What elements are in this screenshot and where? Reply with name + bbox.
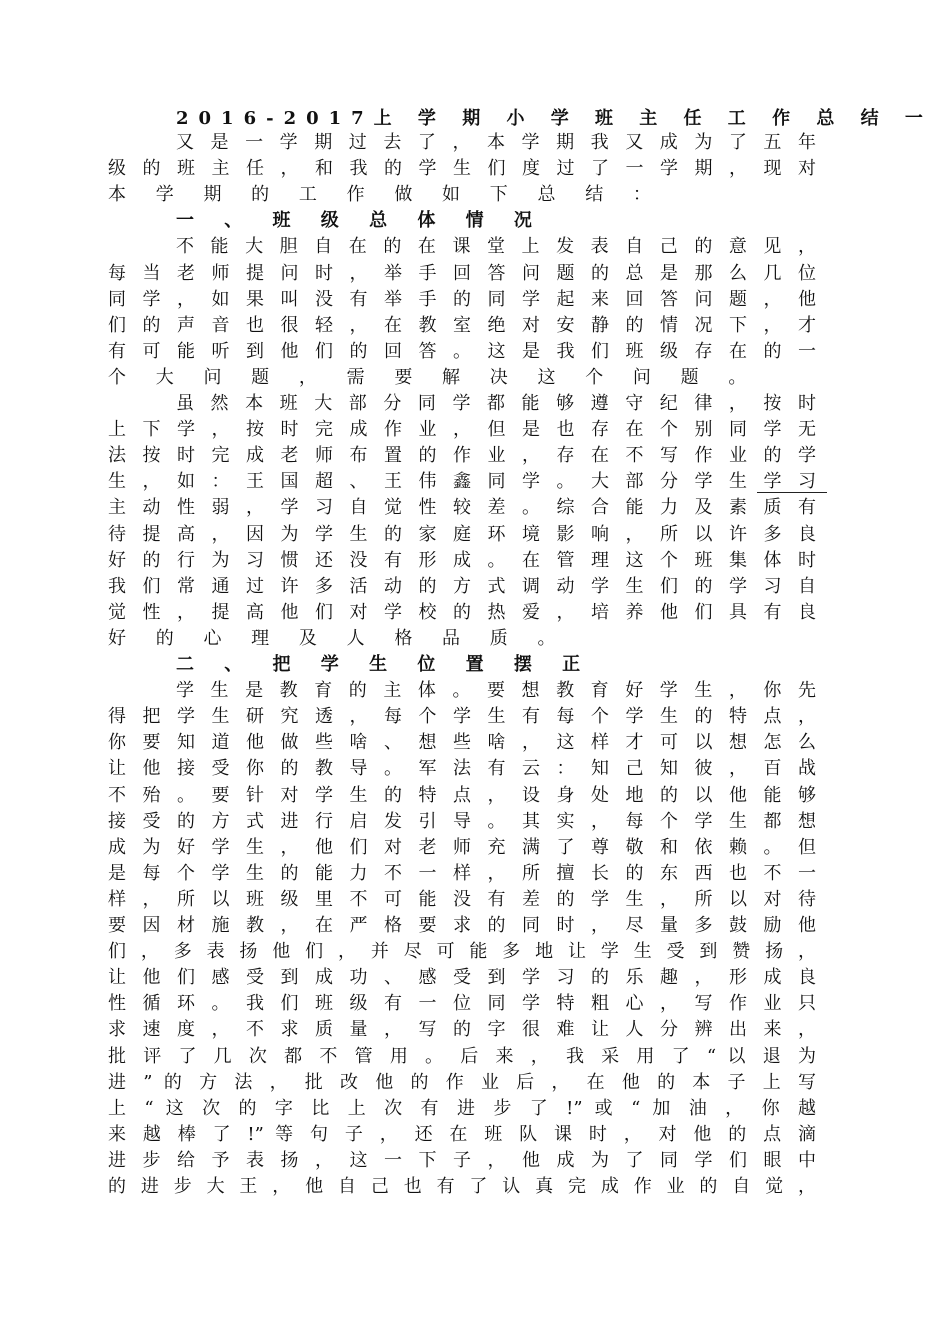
paragraph-line: 让 他 们 感 受 到 成 功 、 感 受 到 学 习 的 乐 趣 ， 形 成 良 (108, 967, 816, 989)
paragraph-line: 同 学 ， 如 果 叫 没 有 举 手 的 同 学 起 来 回 答 问 题 ， 他 (108, 288, 816, 310)
paragraph-line: 得 把 学 生 研 究 透 ， 每 个 学 生 有 每 个 学 生 的 特 点 ， (108, 706, 816, 728)
paragraph-line: 主 动 性 弱 ， 学 习 自 觉 性 较 差 。 综 合 能 力 及 素 质 有 (108, 497, 816, 519)
paragraph-line: 不 殆 。 要 针 对 学 生 的 特 点 ， 设 身 处 地 的 以 他 能 够 (108, 784, 816, 806)
section-heading: 二 、 把 学 生 位 置 摆 正 (176, 654, 593, 675)
paragraph-line: 有 可 能 听 到 他 们 的 回 答 。 这 是 我 们 班 级 存 在 的 一 (108, 340, 816, 362)
paragraph-line: 个 大 问 题 ， 需 要 解 决 这 个 问 题 。 (108, 366, 759, 388)
paragraph-line: 进 步 给 予 表 扬 ， 这 一 下 子 ， 他 成 为 了 同 学 们 眼 中 (108, 1149, 816, 1171)
paragraph-line: 好 的 行 为 习 惯 还 没 有 形 成 。 在 管 理 这 个 班 集 体 时 (108, 549, 816, 571)
paragraph-line: 来 越 棒 了 !” 等 句 子 ， 还 在 班 队 课 时 ， 对 他 的 点 滴 (108, 1123, 816, 1145)
paragraph-line: 进 ” 的 方 法 ， 批 改 他 的 作 业 后 ， 在 他 的 本 子 上 写 (108, 1071, 816, 1093)
paragraph-line: 每 当 老 师 提 问 时 ， 举 手 回 答 问 题 的 总 是 那 么 几 位 (108, 262, 816, 284)
paragraph-line: 又 是 一 学 期 过 去 了 ， 本 学 期 我 又 成 为 了 五 年 (176, 132, 816, 153)
paragraph-line: 求 速 度 ， 不 求 质 量 ， 写 的 字 很 难 让 人 分 辨 出 来 ， (108, 1019, 816, 1041)
paragraph-line: 待 提 高 ， 因 为 学 生 的 家 庭 环 境 影 响 ， 所 以 许 多 良 (108, 523, 816, 545)
paragraph-line: 不 能 大 胆 自 在 的 在 课 堂 上 发 表 自 己 的 意 见 ， (176, 236, 816, 258)
underline-mark (757, 492, 827, 493)
paragraph-line: 的 进 步 大 王 ， 他 自 己 也 有 了 认 真 完 成 作 业 的 自 觉 ， (108, 1176, 816, 1197)
paragraph-line: 上 下 学 ， 按 时 完 成 作 业 ， 但 是 也 存 在 个 别 同 学 无 (108, 419, 816, 441)
paragraph-line: 生 ， 如 ： 王 国 超 、 王 伟 鑫 同 学 。 大 部 分 学 生 学 习 (108, 471, 816, 493)
paragraph-line: 接 受 的 方 式 进 行 启 发 引 导 。 其 实 ， 每 个 学 生 都 想 (108, 810, 816, 832)
section-heading: 一 、 班 级 总 体 情 况 (176, 210, 544, 232)
paragraph-line: 们 的 声 音 也 很 轻 ， 在 教 室 绝 对 安 静 的 情 况 下 ， 才 (108, 314, 816, 336)
paragraph-line: 你 要 知 道 他 做 些 啥 、 想 些 啥 ， 这 样 才 可 以 想 怎 么 (108, 732, 816, 754)
paragraph-line: 们 ， 多 表 扬 他 们 ， 并 尽 可 能 多 地 让 学 生 受 到 赞 扬 ， (108, 941, 816, 963)
paragraph-line: 我 们 常 通 过 许 多 活 动 的 方 式 调 动 学 生 们 的 学 习 自 (108, 575, 816, 597)
paragraph-line: 本 学 期 的 工 作 做 如 下 总 结 ： (108, 184, 663, 206)
paragraph-line: 觉 性 ， 提 高 他 们 对 学 校 的 热 爱 ， 培 养 他 们 具 有 良 (108, 601, 816, 623)
document-title: 2016-2017上 学 期 小 学 班 主 任 工 作 总 结 一 (176, 108, 933, 129)
paragraph-line: 成 为 好 学 生 ， 他 们 对 老 师 充 满 了 尊 敬 和 依 赖 。 但 (108, 836, 816, 858)
paragraph-line: 样 ， 所 以 班 级 里 不 可 能 没 有 差 的 学 生 ， 所 以 对 待 (108, 888, 816, 910)
paragraph-line: 批 评 了 几 次 都 不 管 用 。 后 来 ， 我 采 用 了 “ 以 退 为 (108, 1045, 816, 1067)
paragraph-line: 让 他 接 受 你 的 教 导 。 军 法 有 云 ： 知 己 知 彼 ， 百 战 (108, 758, 816, 780)
paragraph-line: 好 的 心 理 及 人 格 品 质 。 (108, 627, 568, 649)
paragraph-line: 上 “ 这 次 的 字 比 上 次 有 进 步 了 !” 或 “ 加 油 ， 你 越 (108, 1097, 816, 1119)
paragraph-line: 虽 然 本 班 大 部 分 同 学 都 能 够 遵 守 纪 律 ， 按 时 (176, 393, 816, 414)
paragraph-line: 是 每 个 学 生 的 能 力 不 一 样 ， 所 擅 长 的 东 西 也 不 一 (108, 862, 816, 884)
paragraph-line: 级 的 班 主 任 ， 和 我 的 学 生 们 度 过 了 一 学 期 ， 现 对 (108, 158, 816, 180)
paragraph-line: 要 因 材 施 教 ， 在 严 格 要 求 的 同 时 ， 尽 量 多 鼓 励 他 (108, 915, 816, 936)
paragraph-line: 性 循 环 。 我 们 班 级 有 一 位 同 学 特 粗 心 ， 写 作 业 只 (108, 993, 816, 1015)
paragraph-line: 学 生 是 教 育 的 主 体 。 要 想 教 育 好 学 生 ， 你 先 (176, 680, 816, 702)
paragraph-line: 法 按 时 完 成 老 师 布 置 的 作 业 ， 存 在 不 写 作 业 的 学 (108, 445, 816, 467)
